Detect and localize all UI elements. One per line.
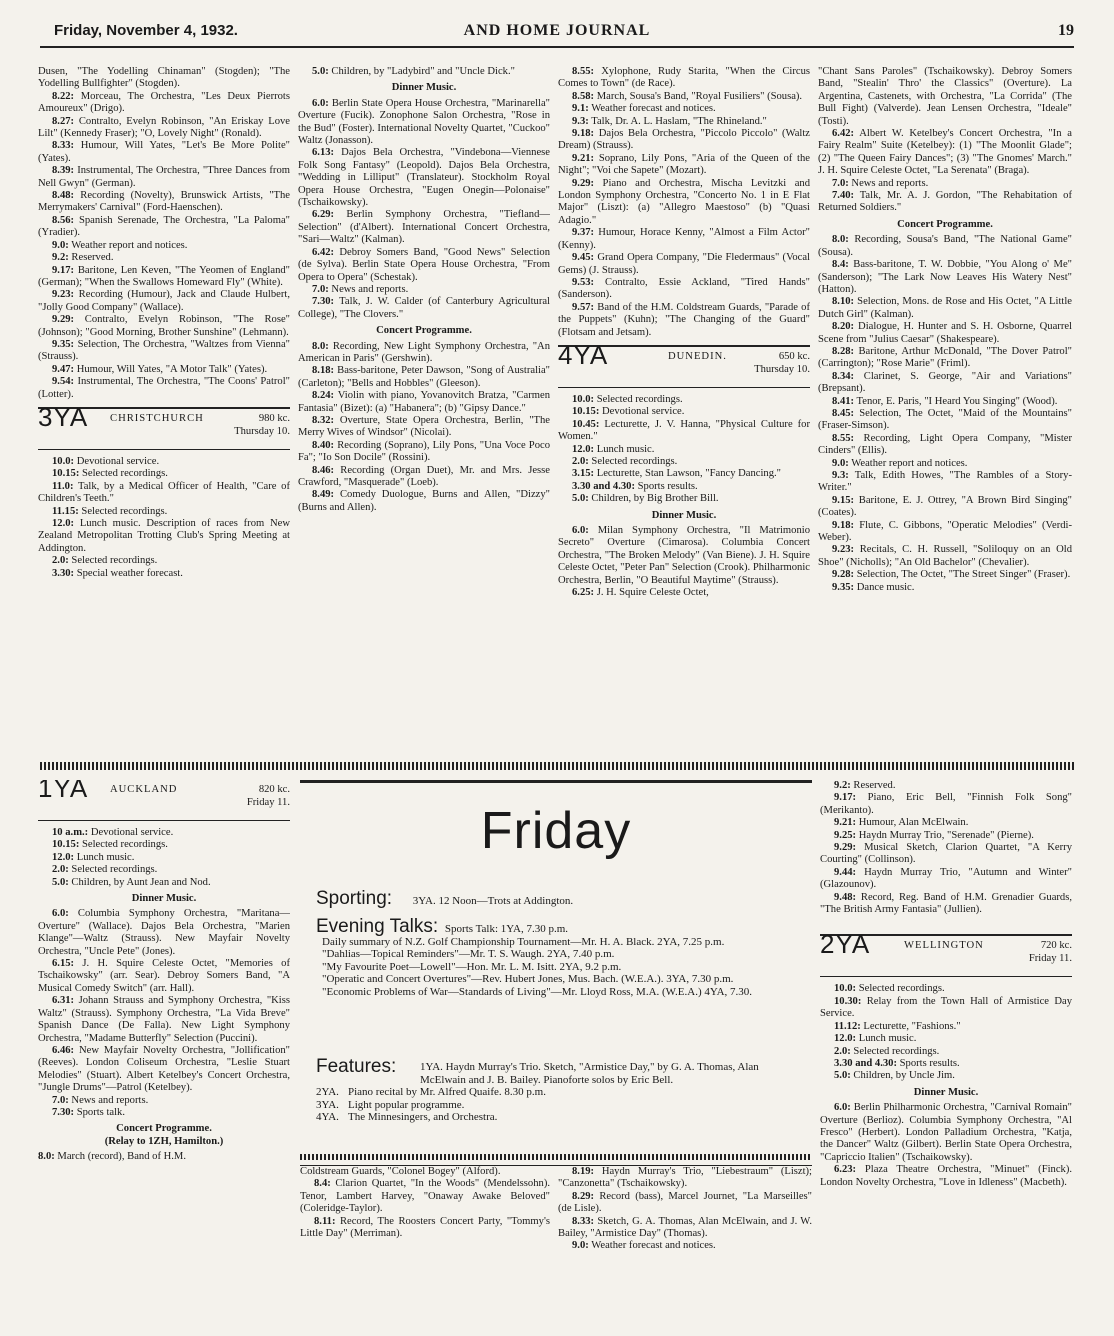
- programme-entry: 2.0: Selected recordings.: [572, 455, 678, 467]
- section-heading: Dinner Music.: [913, 1086, 979, 1098]
- station-4ya-header: [558, 339, 810, 388]
- programme-entry: 10.15: Devotional service.: [572, 406, 685, 418]
- programme-entry: 6.29: Berlin Symphony Orchestra, "Tiefland—Selection" (d'Albert). International Concert Orchestra, "Sari—Waltz" (Kalman).: [298, 209, 550, 246]
- programme-entry: 6.0: Berlin Philharmonic Orchestra, "Carnival Romain" Overture (Berlioz). Columbia Symphony Orchestra, "Al Fresco" (Herbert). London Palladium Orchestra, "Katja, the Dancer" Waltz (Gilbert). Berlin State Opera Orchestra, "Capriccio Italien" (Tschaikowsky).: [820, 1102, 1072, 1163]
- programme-entry: 5.0: Children, by Aunt Jean and Nod.: [52, 876, 211, 888]
- station-3ya-header: [38, 401, 290, 450]
- feature-row: [316, 1111, 802, 1124]
- programme-entry: 8.45: Selection, The Octet, "Maid of the Mountains" (Fraser-Simson).: [818, 407, 1072, 432]
- station-frequency: 720 kc.: [1040, 940, 1072, 952]
- programme-entry: 8.39: Instrumental, The Orchestra, "Three Dances from Nell Gwyn" (German).: [38, 165, 290, 189]
- programme-entry: 8.4: Clarion Quartet, "In the Woods" (Mendelssohn). Tenor, Lambert Harvey, "Onaway Awake Beloved" (Coleridge-Taylor).: [300, 1178, 550, 1215]
- programme-entry: 2.0: Selected recordings.: [52, 555, 158, 567]
- station-code: 3YA: [38, 401, 89, 432]
- programme-entry: 12.0: Lunch music.: [52, 851, 135, 863]
- programme-entry: 6.25: J. H. Squire Celeste Octet,: [572, 587, 709, 599]
- programme-entry: 5.0: Children, by Big Brother Bill.: [572, 493, 719, 505]
- programme-entry: 7.40: Talk, Mr. A. J. Gordon, "The Rehabitation of Returned Soldiers.": [818, 190, 1072, 214]
- programme-entry: 8.32: Overture, State Opera Orchestra, Berlin, "The Merry Wives of Windsor" (Nicolai).: [298, 414, 550, 439]
- programme-entry: 6.15: J. H. Squire Celeste Octet, "Memories of Tschaikowsky" (arr. Sear). Debroy Somers Band, "A Musical Comedy Switch" (arr. Hall).: [38, 958, 290, 994]
- programme-entry: 9.48: Record, Reg. Band of H.M. Grenadier Guards, "The British Army Fantasia" (Jullien).: [820, 891, 1072, 916]
- programme-entry: 3.30: Special weather forecast.: [52, 567, 183, 579]
- station-city: WELLINGTON: [904, 940, 984, 952]
- programme-entry: 3.30 and 4.30: Sports results.: [572, 480, 698, 492]
- section-heading: Dinner Music.: [131, 893, 197, 905]
- column-2: [298, 66, 550, 756]
- feature-text: Piano recital by Mr. Alfred Quaife. 8.30 p.m.: [348, 1086, 546, 1099]
- programme-entry: 9.21: Soprano, Lily Pons, "Aria of the Queen of the Night"; "Voi che Sapete" (Mozart).: [558, 152, 810, 177]
- programme-entry: 8.20: Dialogue, H. Hunter and S. H. Osborne, Quarrel Scene from "Julius Caesar" (Shakespeare).: [818, 321, 1072, 345]
- talk-entry: "Economic Problems of War—Standards of Living"—Mr. Lloyd Ross, M.A. (W.E.A.) 4YA, 7.30.: [322, 985, 753, 998]
- section-heading: Concert Programme.: [376, 325, 472, 337]
- column-1: [38, 66, 290, 756]
- talks-label: Evening Talks:: [316, 916, 439, 937]
- station-day: Friday 11.: [246, 797, 290, 808]
- programme-entry: 9.47: Humour, Will Yates, "A Motor Talk" (Yates).: [52, 363, 268, 375]
- station-day: Friday 11.: [1028, 953, 1072, 965]
- feature-row: [316, 1099, 802, 1112]
- evening-talks-block: [316, 916, 802, 999]
- feature-row: [316, 1086, 802, 1099]
- programme-entry: 9.15: Baritone, E. J. Ottrey, "A Brown Bird Singing" (Coates).: [818, 494, 1072, 519]
- section-heading: Concert Programme.: [897, 218, 993, 230]
- horizontal-divider: [40, 762, 1074, 770]
- features-first: 1YA. Haydn Murray's Trio. Sketch, "Armistice Day," by G. A. Thomas, Alan McElwain and J. B. Bailey. Pianoforte solos by Eric Bell.: [420, 1061, 759, 1086]
- feature-station: 3YA.: [316, 1098, 339, 1111]
- programme-entry: Coldstream Guards, "Colonel Bogey" (Alford).: [300, 1166, 501, 1177]
- station-frequency: 980 kc.: [258, 412, 290, 424]
- programme-entry: 8.11: Record, The Roosters Concert Party, "Tommy's Little Day" (Merriman).: [300, 1215, 550, 1240]
- sporting-label: Sporting:: [316, 888, 393, 909]
- programme-entry: 9.3: Talk, Dr. A. L. Haslam, "The Rhineland.": [572, 115, 767, 127]
- programme-entry: 9.25: Haydn Murray Trio, "Serenade" (Pierne).: [834, 829, 1034, 841]
- programme-entry: 6.0: Milan Symphony Orchestra, "Il Matrimonio Secreto" Overture (Cimarosa). Columbia Concert Orchestra, "The Broken Melody" (Van Biene). J. H. Squire Celeste Octet, "Peter Pan" Selection (Crook). Philharmonic Orchestra, Berlin, "O Beautiful Maytime" (Strauss).: [558, 525, 810, 586]
- talk-entry: Daily summary of N.Z. Golf Championship Tournament—Mr. H. A. Black. 2YA, 7.25 p.m.: [322, 935, 725, 948]
- programme-entry: 9.3: Talk, Edith Howes, "The Rambles of a Story-Writer.": [818, 470, 1072, 494]
- section-heading: Concert Programme.: [116, 1123, 212, 1135]
- programme-entry: 9.2: Reserved.: [834, 780, 896, 791]
- programme-entry: 9.23: Recitals, C. H. Russell, "Soliloquy on an Old Shoe" (Nicholls); "An Old Bachelor" (Chevalier).: [818, 544, 1072, 568]
- programme-entry: 9.0: Weather forecast and notices.: [572, 1240, 716, 1252]
- programme-entry: 5.0: Children, by "Ladybird" and "Uncle Dick.": [312, 66, 515, 77]
- programme-entry: 9.35: Selection, The Orchestra, "Waltzes from Vienna" (Strauss).: [38, 338, 290, 363]
- column-3: [558, 66, 810, 756]
- programme-entry: 10.0: Devotional service.: [52, 455, 160, 467]
- column-5: [38, 780, 290, 1316]
- programme-entry: 11.12: Lecturette, "Fashions.": [834, 1020, 961, 1032]
- programme-entry: 8.0: Recording, Sousa's Band, "The National Game" (Sousa).: [818, 234, 1072, 258]
- programme-entry: 9.53: Contralto, Essie Ackland, "Tired Hands" (Sanderson).: [558, 276, 810, 301]
- programme-entry: 10.15: Selected recordings.: [52, 468, 168, 480]
- header-page-number: 19: [1058, 22, 1074, 39]
- station-city: DUNEDIN.: [668, 350, 727, 362]
- programme-entry: 2.0: Selected recordings.: [834, 1045, 940, 1057]
- programme-entry: 9.54: Instrumental, The Orchestra, "The Coons' Patrol" (Lotter).: [38, 376, 290, 400]
- programme-entry: 9.17: Piano, Eric Bell, "Finnish Folk Song" (Merikanto).: [820, 792, 1072, 816]
- programme-entry: 8.33: Sketch, G. A. Thomas, Alan McElwain, and J. W. Bailey, "Armistice Day" (Thomas).: [558, 1215, 812, 1240]
- programme-entry: 9.35: Dance music.: [832, 581, 915, 593]
- friday-feature-box: [300, 780, 812, 1166]
- page-header: [40, 20, 1074, 48]
- programme-entry: 10.45: Lecturette, J. V. Hanna, "Physical Culture for Women.": [558, 418, 810, 443]
- programme-entry: 10.30: Relay from the Town Hall of Armistice Day Service.: [820, 995, 1072, 1020]
- programme-entry: 11.0: Talk, by a Medical Officer of Health, "Care of Children's Teeth.": [38, 480, 290, 505]
- station-1ya-header: [38, 780, 290, 821]
- column-4: [818, 66, 1072, 756]
- programme-entry: 9.29: Piano and Orchestra, Mischa Levitzki and London Symphony Orchestra, "Concerto No. 1 in E Flat Major" (Liszt): (a) "Allegro Maestoso" (b) "Quasi Adagio.": [558, 177, 810, 226]
- talk-entry: "Operatic and Concert Overtures"—Rev. Hubert Jones, Mus. Bach. (W.E.A.). 3YA, 7.30 p.m.: [322, 973, 734, 986]
- section-heading: Dinner Music.: [651, 509, 717, 521]
- sporting-block: [316, 888, 802, 909]
- programme-entry: 10.0: Selected recordings.: [572, 393, 683, 405]
- programme-entry: 12.0: Lunch music.: [572, 443, 655, 455]
- programme-entry: 12.0: Lunch music. Description of races from New Zealand Metropolitan Trotting Club's Spring Meeting at Addington.: [38, 518, 290, 554]
- programme-entry: 6.13: Dajos Bela Orchestra, "Vindebona—Viennese Folk Song Fantasy" (Leopold). Dajos Bela Orchestra, "Wedding in Lilliput" (Translateur). Stockholm Royal Opera House Orchestra, "Eugen Onegin—Polonaise" (Tschaikowsky).: [298, 147, 550, 209]
- section-heading: Dinner Music.: [391, 82, 457, 94]
- station-city: CHRISTCHURCH: [110, 412, 204, 424]
- programme-entry: 9.29: Musical Sketch, Clarion Quartet, "A Kerry Courting" (Collinson).: [820, 842, 1072, 866]
- programme-entry: 9.23: Recording (Humour), Jack and Claude Hulbert, "Jolly Good Company" (Wallace).: [38, 289, 290, 313]
- feature-station: 4YA.: [316, 1111, 339, 1124]
- station-frequency: 650 kc.: [778, 350, 810, 362]
- column-8: [820, 780, 1072, 1316]
- talks-sub: Sports Talk: 1YA, 7.30 p.m.: [444, 923, 569, 935]
- programme-entry: 9.29: Contralto, Evelyn Robinson, "The Rose" (Johnson); "Good Morning, Brother Sunshine" (Lehmann).: [38, 314, 290, 338]
- programme-entry: 8.55: Xylophone, Rudy Starita, "When the Circus Comes to Town" (de Race).: [558, 66, 810, 90]
- programme-entry: 9.45: Grand Opera Company, "Die Fledermaus" (Vocal Gems) (J. Strauss).: [558, 252, 810, 276]
- programme-entry: 6.0: Columbia Symphony Orchestra, "Maritana—Overture" (Wallace). Dajos Bela Orchestra, "Marien Klange"—Waltz (Strauss). New Mayfair Novelty Orchestra, "Uncle Pete" (Jones).: [38, 908, 290, 957]
- programme-entry: 8.27: Contralto, Evelyn Robinson, "An Eriskay Love Lilt" (Kennedy Fraser); "O, Lovely Night" (Ronald).: [38, 115, 290, 140]
- programme-entry: 8.10: Selection, Mons. de Rose and His Octet, "A Little Dutch Girl" (Kalman).: [818, 296, 1072, 320]
- programme-entry: Dusen, "The Yodelling Chinaman" (Stogden); "The Yodelling Bullfighter" (Stogden).: [38, 66, 290, 90]
- programme-entry: 7.0: News and reports.: [312, 283, 409, 295]
- programme-entry: 7.0: News and reports.: [52, 1094, 149, 1106]
- feature-text: The Minnesingers, and Orchestra.: [348, 1111, 498, 1124]
- friday-title: Friday: [480, 802, 632, 860]
- programme-entry: 6.42: Debroy Somers Band, "Good News" Selection (de Sylva). Berlin State Opera House Orchestra, "From Opera to Opera" (Schestak).: [298, 246, 550, 283]
- programme-entry: 9.1: Weather forecast and notices.: [572, 103, 716, 115]
- station-day: Thursday 10.: [754, 363, 810, 375]
- station-city: AUCKLAND: [110, 784, 178, 795]
- column-6: [300, 1166, 550, 1316]
- programme-entry: 8.28: Baritone, Arthur McDonald, "The Dover Patrol" (Carrington); "Rose Marie" (Friml).: [818, 345, 1072, 370]
- programme-entry: 8.19: Haydn Murray's Trio, "Liebestraum" (Liszt); "Canzonetta" (Tschaikowsky).: [558, 1166, 812, 1190]
- programme-entry: 8.46: Recording (Organ Duet), Mr. and Mrs. Jesse Crawford, "Masquerade" (Loeb).: [298, 464, 550, 488]
- programme-entry: 2.0: Selected recordings.: [52, 864, 158, 876]
- programme-entry: 9.37: Humour, Horace Kenny, "Almost a Film Actor" (Kenny).: [558, 227, 810, 251]
- programme-entry: "Chant Sans Paroles" (Tschaikowsky). Debroy Somers Band, "Stealin' Thro' the Classics" (Overture). La Argentina, Castenets, with Orchestra, "La Corrida" (The Bull Fight) (Valverde). Jean Lensen Orchestra, "Ideale" (Tosti).: [818, 66, 1072, 127]
- section-subheading: (Relay to 1ZH, Hamilton.): [104, 1135, 224, 1147]
- programme-entry: 11.15: Selected recordings.: [52, 505, 168, 517]
- talk-entry: "My Favourite Poet—Lowell"—Hon. Mr. L. M. Isitt. 2YA, 9.2 p.m.: [322, 960, 622, 973]
- station-code: 2YA: [820, 929, 871, 960]
- programme-entry: 8.33: Humour, Will Yates, "Let's Be More Polite" (Yates).: [38, 140, 290, 164]
- programme-entry: 9.57: Band of the H.M. Coldstream Guards, "Parade of the Puppets" (Kuhn); "The Changing of the Guard" (Flotsam and Jetsam).: [558, 301, 810, 338]
- talk-entry: "Dahlias—Topical Reminders"—Mr. T. S. Waugh. 2YA, 7.40 p.m.: [322, 948, 615, 961]
- programme-entry: 6.31: Johann Strauss and Symphony Orchestra, "Kiss Waltz" (Strauss). Symphony Orchestra, "La Vida Breve" Spanish Dance (De Falla). New Light Symphony Orchestra, "Madame Butterfly" Selection (Puccini).: [38, 995, 290, 1044]
- programme-entry: 8.29: Record (bass), Marcel Journet, "La Marseilles" (de Lisle).: [558, 1190, 812, 1215]
- programme-entry: 10.15: Selected recordings.: [52, 839, 168, 851]
- sporting-text: 3YA. 12 Noon—Trots at Addington.: [412, 895, 574, 907]
- station-day: Thursday 10.: [234, 425, 290, 437]
- programme-entry: 6.0: Berlin State Opera House Orchestra, "Marinarella" Overture (Fucik). Zonophone Salon Orchestra, "Rose in the Bud" (Foster). International Novelty Quartet, "Cuckoo" Waltz (Jonasson).: [298, 97, 550, 147]
- programme-entry: 8.4: Bass-baritone, T. W. Dobbie, "You Along o' Me" (Sanderson); "The Lark Now Leaves His Watery Nest" (Hatton).: [818, 259, 1072, 295]
- programme-entry: 9.44: Haydn Murray Trio, "Autumn and Winter" (Glazounov).: [820, 866, 1072, 891]
- feature-divider: [300, 1154, 812, 1160]
- programme-entry: 9.2: Reserved.: [52, 252, 114, 264]
- programme-entry: 10.0: Selected recordings.: [834, 983, 945, 995]
- programme-entry: 8.55: Recording, Light Opera Company, "Mister Cinders" (Ellis).: [818, 432, 1072, 457]
- programme-entry: 9.28: Selection, The Octet, "The Street Singer" (Fraser).: [832, 569, 1071, 581]
- features-label: Features:: [316, 1056, 397, 1077]
- programme-entry: 8.18: Bass-baritone, Peter Dawson, "Song of Australia" (Carleton); "Bells and Hobbles" (Gleeson).: [298, 365, 550, 389]
- programme-entry: 9.0: Weather report and notices.: [832, 457, 968, 469]
- programme-entry: 8.40: Recording (Soprano), Lily Pons, "Una Voce Poco Fa"; "Io Son Docile" (Rossini).: [298, 439, 550, 464]
- programme-entry: 8.34: Clarinet, S. George, "Air and Variations" (Brepsant).: [818, 370, 1072, 395]
- header-date: Friday, November 4, 1932.: [54, 22, 238, 39]
- programme-entry: 8.56: Spanish Serenade, The Orchestra, "La Paloma" (Yradier).: [38, 214, 290, 239]
- programme-entry: 8.24: Violin with piano, Yovanovitch Bratza, "Carmen Fantasia" (Bizet): (a) "Habanera"; (b) "Gipsy Dance.": [298, 390, 550, 414]
- programme-entry: 6.46: New Mayfair Novelty Orchestra, "Jollification" (Reeves). London Coliseum Orchestra, "Leslie Stuart Melodies" (Stuart). Albert Ketelbey's Concert Orchestra, "Jungle Drums"—Patrol (Ketelbey).: [38, 1044, 290, 1094]
- programme-entry: 12.0: Lunch music.: [834, 1033, 917, 1045]
- programme-entry: 9.0: Weather report and notices.: [52, 239, 188, 251]
- programme-entry: 7.30: Talk, J. W. Calder (of Canterbury Agricultural College), "The Clovers.": [298, 296, 550, 320]
- programme-entry: 7.30: Sports talk.: [52, 1106, 125, 1118]
- feature-station: 2YA.: [316, 1086, 339, 1099]
- programme-entry: 6.42: Albert W. Ketelbey's Concert Orchestra, "In a Fairy Realm" Suite (Ketelbey): (1) "The Moonlit Glade"; (2) "The Queen Fairy Dances"; (3) "The Gnomes' March." J. H. Squire Celeste Octet, "La Serenata" (Braga).: [818, 128, 1072, 177]
- station-code: 4YA: [558, 339, 609, 370]
- header-title: AND HOME JOURNAL: [463, 22, 651, 39]
- programme-entry: 10 a.m.: Devotional service.: [52, 827, 174, 838]
- features-block: [316, 1056, 802, 1124]
- station-frequency: 820 kc.: [258, 784, 290, 795]
- column-7: [558, 1166, 812, 1316]
- programme-entry: 8.0: Recording, New Light Symphony Orchestra, "An American in Paris" (Gershwin).: [298, 340, 550, 364]
- programme-entry: 7.0: News and reports.: [832, 177, 929, 189]
- feature-text: Light popular programme.: [348, 1098, 465, 1111]
- programme-entry: 9.18: Dajos Bela Orchestra, "Piccolo Piccolo" (Waltz Dream) (Strauss).: [558, 128, 810, 152]
- programme-entry: 8.49: Comedy Duologue, Burns and Allen, "Dizzy" (Burns and Allen).: [298, 489, 550, 513]
- features-list: [316, 1086, 802, 1124]
- programme-entry: 9.21: Humour, Alan McElwain.: [834, 817, 969, 829]
- programme-entry: 9.18: Flute, C. Gibbons, "Operatic Melodies" (Verdi-Weber).: [818, 519, 1072, 544]
- programme-entry: 8.41: Tenor, E. Paris, "I Heard You Singing" (Wood).: [832, 395, 1058, 407]
- programme-entry: 8.22: Morceau, The Orchestra, "Les Deux Pierrots Amoureux" (Drigo).: [38, 90, 290, 115]
- station-code: 1YA: [38, 780, 89, 803]
- programme-entry: 8.48: Recording (Novelty), Brunswick Artists, "The Merrymakers' Carnival" (Ford-Haenschen).: [38, 190, 290, 214]
- programme-entry: 5.0: Children, by Uncle Jim.: [834, 1070, 955, 1082]
- station-2ya-header: [820, 929, 1072, 977]
- programme-entry: 8.58: March, Sousa's Band, "Royal Fusiliers" (Sousa).: [572, 90, 803, 102]
- programme-entry: 9.17: Baritone, Len Keven, "The Yeomen of England" (German); "When the Swallows Homeward Fly" (White).: [38, 264, 290, 288]
- programme-entry: 3.30 and 4.30: Sports results.: [834, 1057, 960, 1069]
- programme-entry: 3.15: Lecturette, Stan Lawson, "Fancy Dancing.": [572, 468, 781, 480]
- programme-entry: 8.0: March (record), Band of H.M.: [38, 1151, 186, 1163]
- programme-entry: 6.23: Plaza Theatre Orchestra, "Minuet" (Finck). London Novelty Orchestra, "Love in Idleness" (Macbeth).: [820, 1164, 1072, 1188]
